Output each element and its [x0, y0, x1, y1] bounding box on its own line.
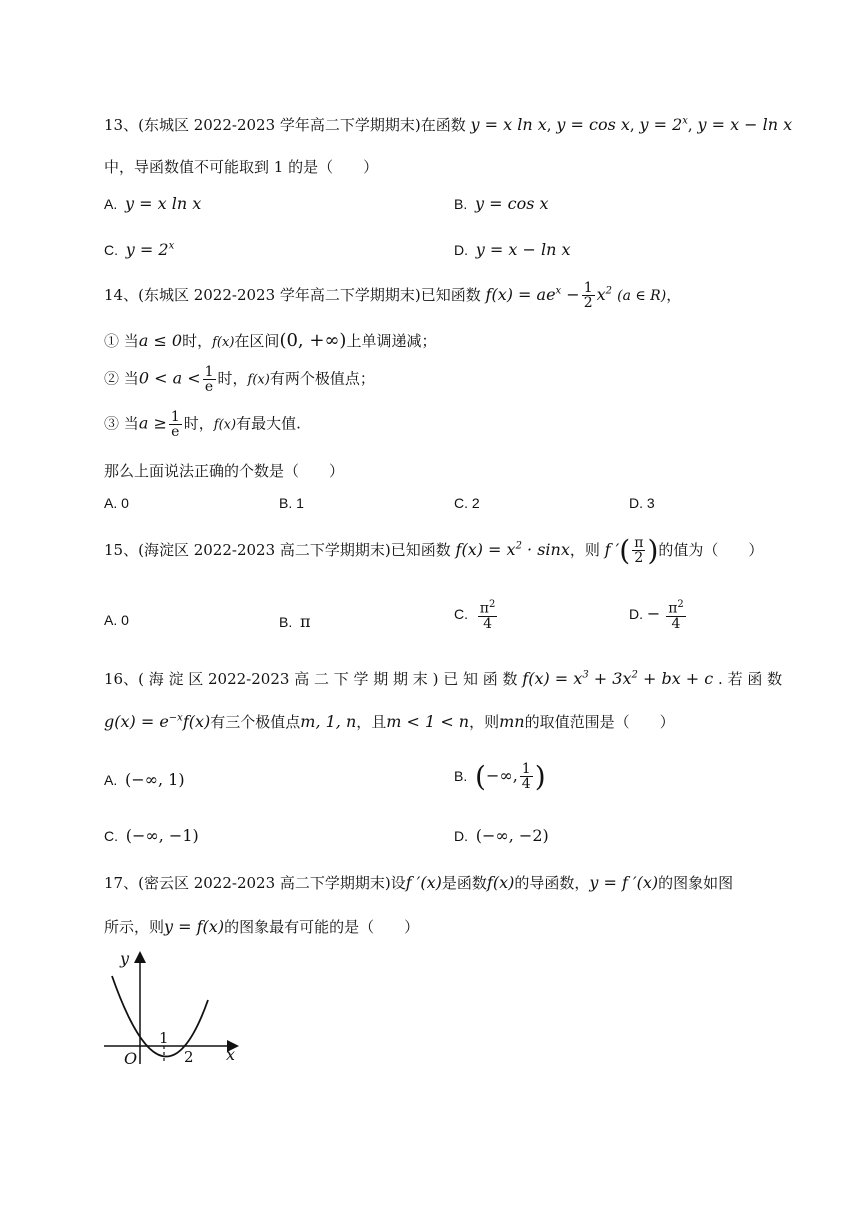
q15-option-a[interactable]: A. 0 [104, 612, 129, 628]
q15-option-c[interactable]: C. $\frac{\pi^2}{4}$ [454, 599, 496, 632]
origin-label: O [124, 1049, 138, 1068]
y-axis-label: y [120, 949, 130, 968]
q14-option-c[interactable]: C. 2 [454, 495, 480, 511]
tick-label-2: 2 [184, 1048, 194, 1066]
q16-stem-line1: 16、( 海 淀 区 2022-2023 高 二 下 学 期 期 末 ) 已 知 函 数 $f(x) = x^3 + 3x^2$ + bx + c . 若 函 数 [104, 669, 783, 688]
q14-option-b[interactable]: B. 1 [279, 495, 304, 511]
q17-stem-prefix: 17、(密云区 2022-2023 高二下学期期末)设 [104, 874, 406, 892]
q15-option-b[interactable]: B. π [279, 612, 311, 631]
q13-option-c[interactable]: C. $y = 2^x$ [104, 240, 175, 259]
q13-option-a[interactable]: A. y = x ln x [104, 194, 202, 213]
q13-func1: y = x ln x [470, 115, 547, 134]
q13-stem-line1: 13、(东城区 2022-2023 学年高二下学期期末)在函数 y = x ln x, y = cos x, $y = 2^x$, y = x − ln x [104, 115, 793, 134]
tick-label-1: 1 [159, 1029, 169, 1047]
q16-option-a[interactable]: A. (−∞, 1) [104, 770, 185, 789]
q16-g-function: $g(x) = e^{-x}f(x)$ [104, 712, 211, 731]
q14-stem-prefix: 14、(东城区 2022-2023 学年高二下学期期末)已知函数 [104, 286, 481, 304]
q15-function: $f(x) = x^2 \cdot \sin x$ [455, 540, 570, 559]
q13-func4: y = x − ln x [697, 115, 793, 134]
q14-option-d[interactable]: D. 3 [629, 495, 655, 511]
q17-stem-line1: 17、(密云区 2022-2023 高二下学期期末)设f ′(x)是函数f(x)的导函数，y = f ′(x)的图象如图 [104, 873, 734, 892]
q14-option-a[interactable]: A. 0 [104, 495, 129, 511]
q14-statement-2: ② 当0 < a < $\frac{1}{e}$ 时，f(x)有两个极值点； [104, 364, 375, 395]
q14-stem: 14、(东城区 2022-2023 学年高二下学期期末)已知函数 $f(x) = ae^x$ − $\frac{1}{2}$ $x^2$ (a ∈ R)， [104, 280, 682, 311]
q16-stem-prefix: 16、( 海 淀 区 2022-2023 高 二 下 学 期 期 末 ) 已 知 函 数 [104, 670, 518, 688]
q14-statement-3: ③ 当a ≥ $\frac{1}{e}$ 时，f(x)有最大值. [104, 409, 301, 440]
q13-func2: y = cos x [556, 115, 630, 134]
q13-func3: $y = 2^x$ [639, 115, 688, 134]
q13-stem-prefix: 13、(东城区 2022-2023 学年高二下学期期末)在函数 [104, 116, 466, 134]
q14-ask: 那么上面说法正确的个数是（ ） [104, 462, 345, 480]
q16-function: $f(x) = x^3 + 3x^2$ + bx + c [522, 669, 714, 688]
x-axis-label: x [226, 1045, 236, 1064]
derivative-graph [98, 946, 248, 1072]
q15-stem-prefix: 15、(海淀区 2022-2023 高二下学期期末)已知函数 [104, 541, 451, 559]
q15-option-d[interactable]: D. − $\frac{\pi^2}{4}$ [629, 599, 684, 632]
q16-option-c[interactable]: C. (−∞, −1) [104, 826, 199, 845]
q15-derivative-at: f ′( $\frac{\pi}{2}$ ) [604, 534, 659, 567]
q16-option-d[interactable]: D. (−∞, −2) [454, 826, 549, 845]
q17-stem-line2: 所示，则y = f(x)的图象最有可能的是（ ） [104, 917, 420, 936]
q13-stem-line2: 中，导函数值不可能取到 1 的是（ ） [104, 158, 379, 176]
q16-stem-line2: $g(x) = e^{-x}f(x)$有三个极值点m, 1, n，且m < 1 < n，则mn的取值范围是（ ） [104, 712, 675, 731]
q14-statement-1: ① 当a ≤ 0时，f(x)在区间(0, +∞)上单调递减； [104, 330, 437, 351]
q14-function: $f(x) = ae^x$ − $\frac{1}{2}$ $x^2$ (a ∈ R) [485, 280, 667, 311]
q15-stem: 15、(海淀区 2022-2023 高二下学期期末)已知函数 $f(x) = x^2 \cdot \sin x$，则 f ′( $\frac{\pi}{2}$ )的值为（ ） [104, 534, 764, 567]
q16-option-b[interactable]: B. (−∞, $\frac{1}{4}$ ) [454, 760, 546, 793]
q13-option-d[interactable]: D. y = x − ln x [454, 240, 571, 259]
q13-option-b[interactable]: B. y = cos x [454, 194, 549, 213]
